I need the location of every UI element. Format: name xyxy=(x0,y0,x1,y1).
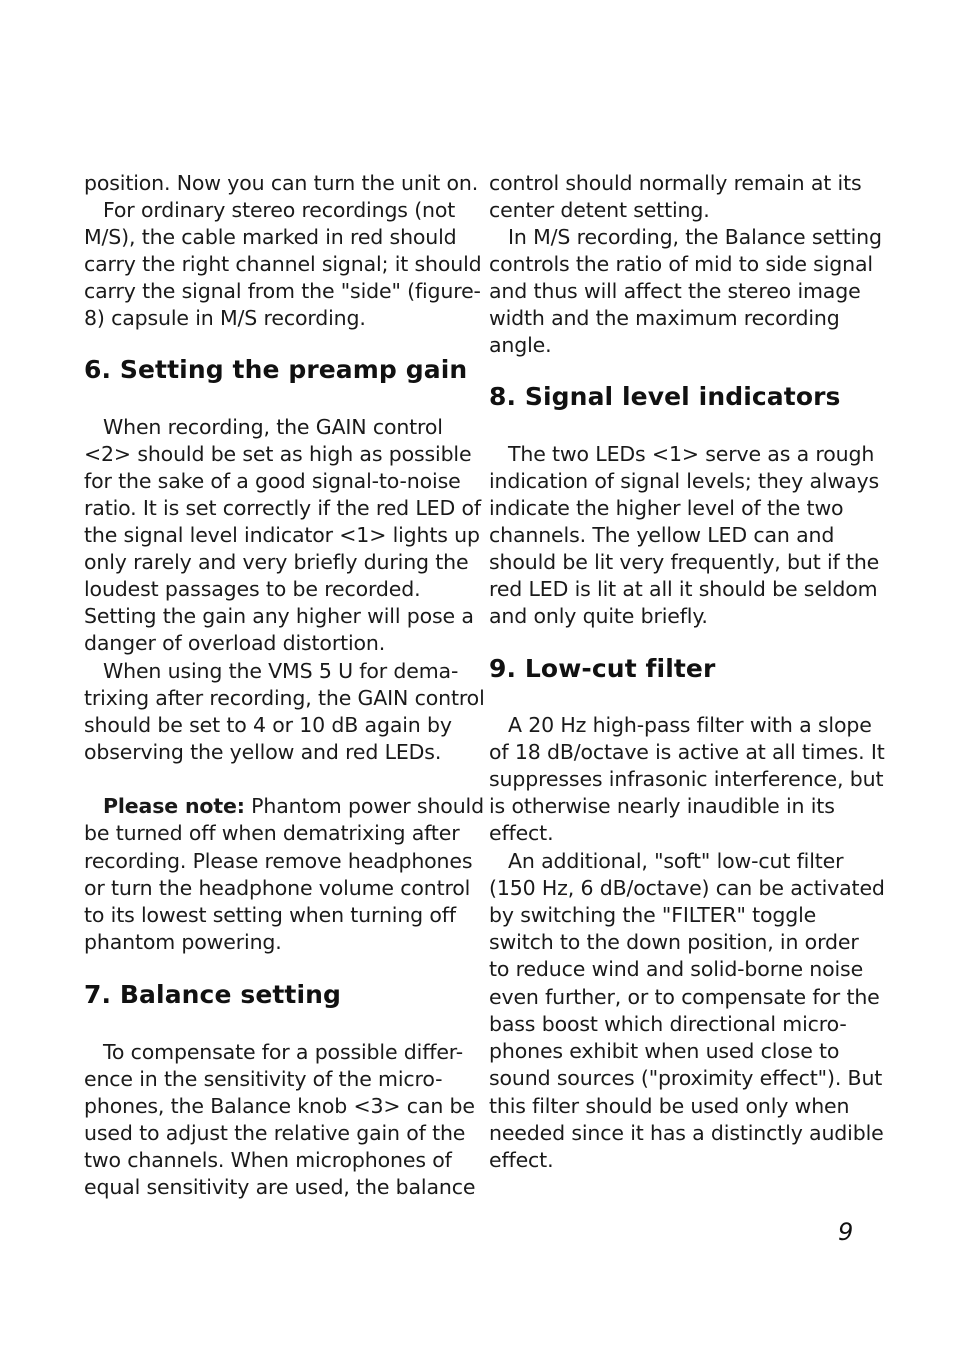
text-line: danger of overload distortion. xyxy=(84,631,386,655)
text-line: (150 Hz, 6 dB/octave) can be activated xyxy=(489,876,885,900)
text-line: should be set to 4 or 10 dB again by xyxy=(84,713,452,737)
section-heading-8: 8. Signal level indicators xyxy=(489,382,841,411)
text-line: To compensate for a possible differ- xyxy=(103,1040,464,1064)
text-line: A 20 Hz high-pass filter with a slope xyxy=(508,713,872,737)
text-line: carry the signal from the "side" (figure- xyxy=(84,279,481,303)
text-line: An additional, "soft" low-cut filter xyxy=(508,849,844,873)
text-line: bass boost which directional micro- xyxy=(489,1012,847,1036)
text-line: position. Now you can turn the unit on. xyxy=(84,171,479,195)
text-line: this filter should be used only when xyxy=(489,1094,850,1118)
text-line: to reduce wind and solid-borne noise xyxy=(489,957,864,981)
text-line: ence in the sensitivity of the micro- xyxy=(84,1067,443,1091)
text-line: effect. xyxy=(489,1148,554,1172)
text-line: angle. xyxy=(489,333,552,357)
text-line: two channels. When microphones of xyxy=(84,1148,452,1172)
text-line: indicate the higher level of the two xyxy=(489,496,844,520)
text-line: and thus will affect the stereo image xyxy=(489,279,861,303)
text-line: the signal level indicator <1> lights up xyxy=(84,523,480,547)
text-line: carry the right channel signal; it should xyxy=(84,252,482,276)
text-line: loudest passages to be recorded. xyxy=(84,577,421,601)
note-label: Please note: xyxy=(103,794,245,818)
text-line: used to adjust the relative gain of the xyxy=(84,1121,466,1145)
text-line: effect. xyxy=(489,821,554,845)
note-line xyxy=(103,793,484,820)
text-line: When recording, the GAIN control xyxy=(103,415,443,439)
page-number: 9 xyxy=(838,1218,854,1246)
text-line: equal sensitivity are used, the balance xyxy=(84,1175,476,1199)
text-line: 8) capsule in M/S recording. xyxy=(84,306,366,330)
text-line: Setting the gain any higher will pose a xyxy=(84,604,474,628)
text-line: is otherwise nearly inaudible in its xyxy=(489,794,835,818)
text-line: channels. The yellow LED can and xyxy=(489,523,835,547)
text-line: trixing after recording, the GAIN control xyxy=(84,686,485,710)
text-line: <2> should be set as high as possible xyxy=(84,442,472,466)
text-line: for the sake of a good signal-to-noise xyxy=(84,469,461,493)
section-heading-9: 9. Low-cut filter xyxy=(489,654,716,683)
text-line: control should normally remain at its xyxy=(489,171,862,195)
text-line: indication of signal levels; they always xyxy=(489,469,879,493)
note-text: Phantom power should xyxy=(244,794,484,818)
text-line: needed since it has a distinctly audible xyxy=(489,1121,884,1145)
text-line: switch to the down position, in order xyxy=(489,930,859,954)
text-line: M/S), the cable marked in red should xyxy=(84,225,457,249)
text-line: recording. Please remove headphones xyxy=(84,849,473,873)
text-line: be turned off when dematrixing after xyxy=(84,821,460,845)
text-line: by switching the "FILTER" toggle xyxy=(489,903,817,927)
section-heading-6: 6. Setting the preamp gain xyxy=(84,355,468,384)
text-line: In M/S recording, the Balance setting xyxy=(508,225,882,249)
text-line: observing the yellow and red LEDs. xyxy=(84,740,442,764)
text-line: The two LEDs <1> serve as a rough xyxy=(508,442,875,466)
text-line: phones exhibit when used close to xyxy=(489,1039,840,1063)
text-line: and only quite briefly. xyxy=(489,604,708,628)
text-line: even further, or to compensate for the xyxy=(489,985,880,1009)
text-line: ratio. It is set correctly if the red LED of xyxy=(84,496,481,520)
text-line: center detent setting. xyxy=(489,198,710,222)
text-line: phones, the Balance knob <3> can be xyxy=(84,1094,475,1118)
text-line: only rarely and very briefly during the xyxy=(84,550,469,574)
section-heading-7: 7. Balance setting xyxy=(84,980,342,1009)
text-line: width and the maximum recording xyxy=(489,306,840,330)
text-line: phantom powering. xyxy=(84,930,282,954)
text-line: sound sources ("proximity effect"). But xyxy=(489,1066,883,1090)
text-line: controls the ratio of mid to side signal xyxy=(489,252,873,276)
text-line: of 18 dB/octave is active at all times. It xyxy=(489,740,885,764)
text-line: red LED is lit at all it should be seldom xyxy=(489,577,878,601)
text-line: or turn the headphone volume control xyxy=(84,876,471,900)
text-line: should be lit very frequently, but if the xyxy=(489,550,880,574)
text-line: to its lowest setting when turning off xyxy=(84,903,456,927)
text-line: When using the VMS 5 U for dema- xyxy=(103,659,459,683)
text-line: suppresses infrasonic interference, but xyxy=(489,767,884,791)
text-line: For ordinary stereo recordings (not xyxy=(103,198,456,222)
